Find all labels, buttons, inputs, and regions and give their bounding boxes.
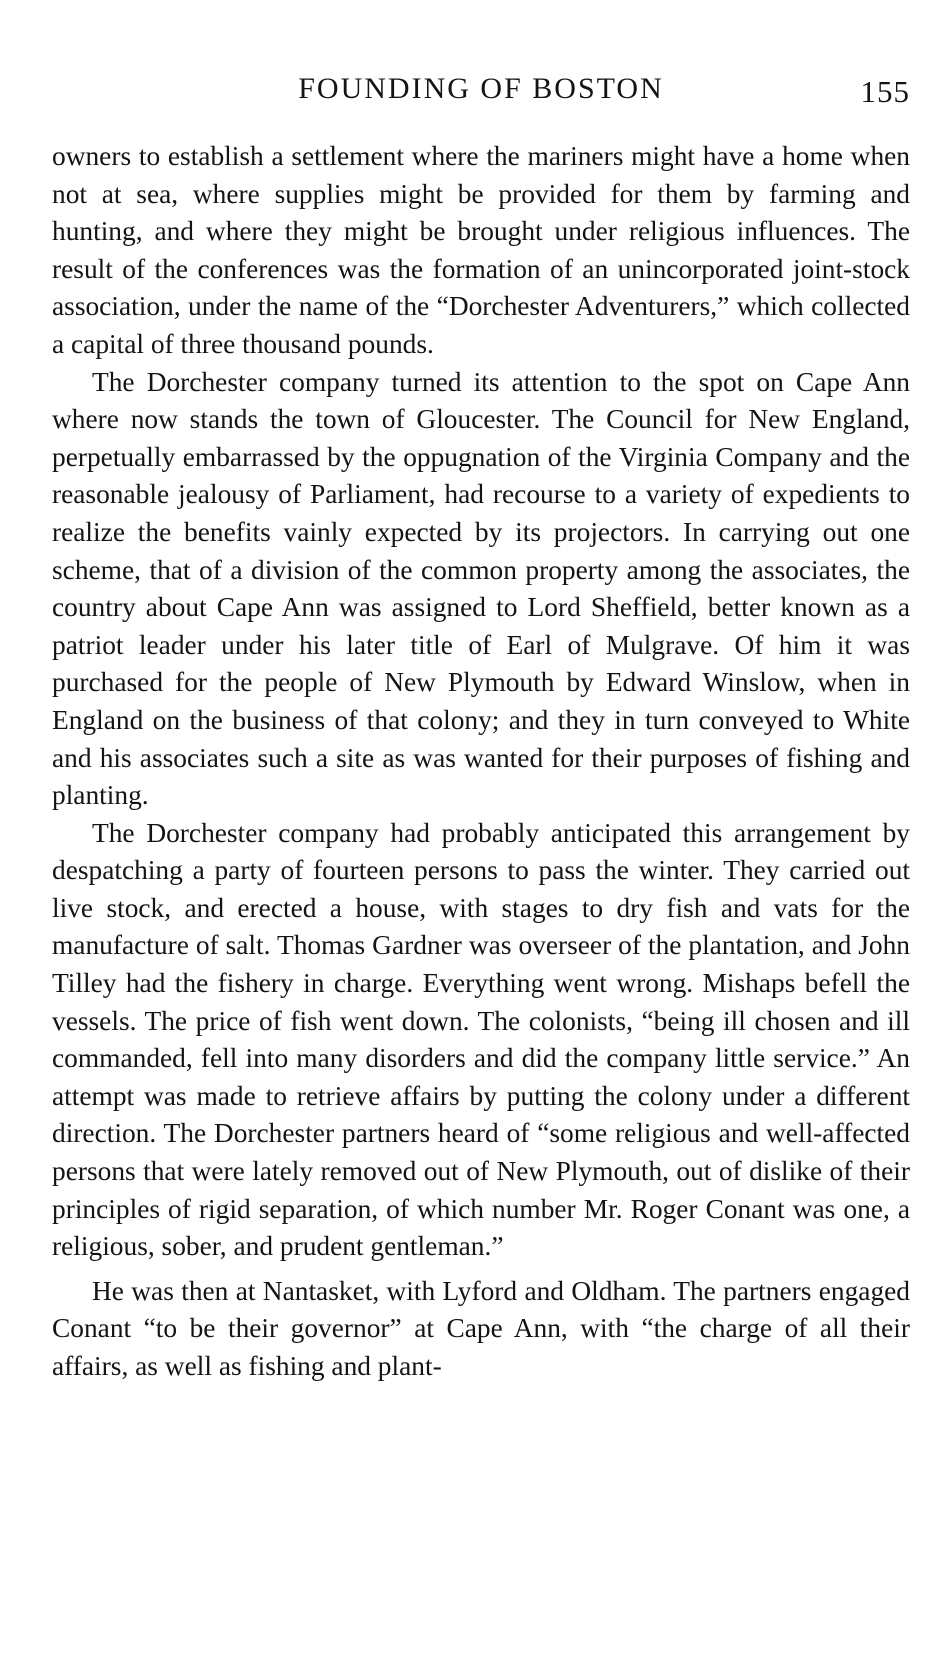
paragraph: The Dorchester company had probably anticipated this arrangement by despatching a party of fourteen persons to pass the winter. They carried out live stock, and erected a house, with stages to dry fish and vats for the manufacture of salt. Thomas Gardner was overseer of the plantation, and John Tilley had the fishery in charge. Everything went wrong. Mishaps befell the vessels. The price of fish went down. The colonists, “being ill chosen and ill commanded, fell into many disorders and did the company little service.” An attempt was made to retrieve affairs by putting the colony under a different direction. The Dorchester partners heard of “some religious and well-affected persons that were lately removed out of New Plymouth, out of dislike of their principles of rigid separation, of which number Mr. Roger Conant was one, a religious, sober, and prudent gentleman.” — [52, 817, 910, 1262]
paragraph: He was then at Nantasket, with Lyford and Oldham. The partners engaged Conant “to be their governor” at Cape Ann, with “the charge of all their affairs, as well as fishing and plant- — [52, 1275, 910, 1381]
page-number: 155 — [860, 74, 910, 109]
body-text — [52, 138, 910, 1386]
paragraph: The Dorchester company turned its attention to the spot on Cape Ann where now stands the town of Gloucester. The Council for New England, perpetually embarrassed by the oppugnation of the Virginia Company and the reasonable jealousy of Parliament, had recourse to a variety of expedients to realize the benefits vainly expected by its projectors. In carrying out one scheme, that of a division of the common property among the associates, the country about Cape Ann was assigned to Lord Sheffield, better known as a patriot leader under his later title of Earl of Mulgrave. Of him it was purchased for the people of New Plymouth by Edward Winslow, when in England on the business of that colony; and they in turn conveyed to White and his associates such a site as was wanted for their purposes of fishing and planting. — [52, 366, 910, 811]
running-head — [52, 72, 910, 112]
paragraph-continued: owners to establish a settlement where the mariners might have a home when not at sea, where supplies might be provided for them by farming and hunting, and where they might be brought under religious influences. The result of the conferences was the formation of an unincorporated joint-stock association, under the name of the “Dorchester Adventurers,” which collected a capital of three thousand pounds. — [52, 141, 910, 359]
running-title: FOUNDING OF BOSTON — [298, 72, 664, 105]
